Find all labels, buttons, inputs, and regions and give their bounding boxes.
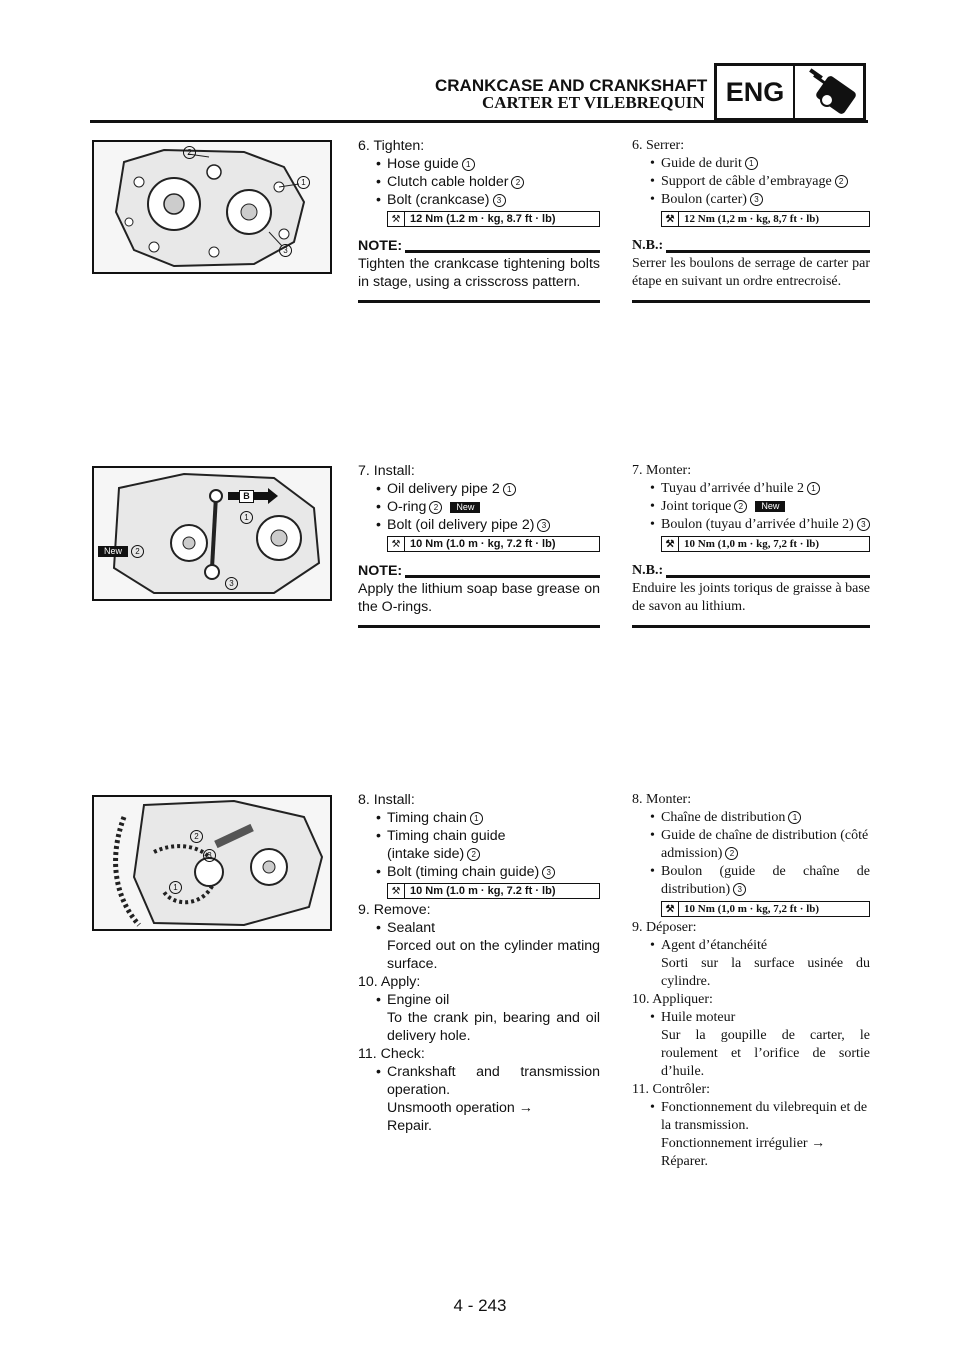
fr-step-8-item-2: • Guide de chaîne de distribution (côté admission) 2 [650,828,869,861]
en-step-7-title: 7. Install: [358,463,415,479]
figure2-callout-3: 3 [222,574,238,592]
engine-piston-icon [795,66,863,118]
fr-step-10-item: • Huile moteur [650,1010,736,1025]
en-step-8-torque-spec: ⚒ 10 Nm (1.0 m · kg, 7.2 ft · lb) [387,883,600,899]
en-step-7 [358,462,600,628]
en-step-9-title: 9. Remove: [358,902,431,918]
fr-step-7-note-text: Enduire les joints toriqus de graisse à base de savon au lithium. [632,581,870,614]
en-step-7-note-rule [358,625,600,628]
section-label: ENG [717,66,795,118]
en-step-10-title: 10. Apply: [358,974,421,990]
en-step-8-item-2-cont: (intake side) 2 [358,845,600,863]
page-number: 4 - 243 [453,1296,507,1315]
en-step-6-note-heading: NOTE: [358,237,600,255]
en-step-11-desc1: Unsmooth operation → [387,1100,533,1116]
fr-step-11-desc2: Réparer. [661,1154,709,1169]
en-step-10-desc: To the crank pin, bearing and oil delivery hole. [387,1010,600,1044]
fr-step-7-item-2: • Joint torique 2 New [632,498,870,516]
header-rule [90,120,868,123]
en-step-9-desc: Forced out on the cylinder mating surface. [387,938,600,972]
en-step-9-item: • Sealant [376,920,436,936]
fr-step-6-note-text: Serrer les boulons de serrage de carter par étape en suivant un ordre entrecroisé. [632,256,870,289]
fr-step-8-title: 8. Monter: [632,792,692,807]
en-step-11-title: 11. Check: [358,1046,425,1062]
en-step-6-note-rule [358,300,600,303]
fr-step-7-item-1: • Tuyau d’arrivée d’huile 2 1 [632,480,870,498]
figure3-callout-3: 3 [200,846,216,864]
fr-step-11-desc: Fonctionnement irrégulier → [661,1136,826,1151]
fr-step-6-item-2: • Support de câble d’embrayage 2 [632,173,870,191]
fr-step-9-desc: Sorti sur la surface usinée du cylindre. [661,956,870,989]
figure-crankcase-bolts [92,140,332,274]
header-title-en: CRANKCASE AND CRANKSHAFT [435,76,708,95]
en-step-10-item: • Engine oil [376,992,450,1008]
new-part-badge: New [755,501,785,512]
fr-step-7-note-heading: N.B.: [632,562,870,580]
wrench-icon: ⚒ [662,212,679,226]
fr-step-7 [632,462,870,628]
en-step-6-torque-spec: ⚒ 12 Nm (1.2 m · kg, 8.7 ft · lb) [387,211,600,227]
figure1-callout-2: 2 [180,146,196,159]
fr-step-6-item-1: • Guide de durit 1 [632,155,870,173]
header-title-fr: CARTER ET VILEBREQUIN [482,93,705,112]
figure3-callout-2: 2 [187,827,203,845]
figure3-callout-1: 1 [166,878,182,896]
figure2-new-callout: New 2 [98,542,144,560]
en-step-8-item-2: • Timing chain guide [376,828,506,844]
fr-step-10-desc: Sur la goupille de carter, le roulement et l’orifice de sortie d’huile. [661,1028,870,1079]
fr-step-6-note-rule [632,300,870,303]
fr-step-8-item-3: • Boulon (guide de chaîne de distribution) 3 [650,864,870,897]
fr-step-9-item: • Agent d’étanchéité [650,938,768,953]
section-badge [714,63,866,121]
fr-step-11-title: 11. Contrôler: [632,1082,711,1097]
fr-step-9-title: 9. Déposer: [632,920,697,935]
fr-step-6 [632,137,870,303]
wrench-icon: ⚒ [662,537,679,551]
fr-step-7-title: 7. Monter: [632,463,692,478]
fr-steps-8-11 [632,791,870,1171]
en-step-11-desc2: Repair. [387,1118,432,1134]
fr-step-6-torque-spec: ⚒ 12 Nm (1,2 m · kg, 8,7 ft · lb) [661,211,870,227]
wrench-icon: ⚒ [388,212,405,226]
figure1-callout-1: 1 [294,176,310,189]
en-step-6-note-text: Tighten the crankcase tightening bolts in stage, using a crisscross pattern. [358,256,600,290]
en-steps-8-11 [358,791,600,1135]
fr-step-7-torque-spec: ⚒ 10 Nm (1,0 m · kg, 7,2 ft · lb) [661,536,870,552]
figure2-callout-b: B [239,490,254,503]
fr-step-6-title: 6. Serrer: [632,138,685,153]
fr-step-6-item-3: • Boulon (carter) 3 [632,191,870,209]
en-step-8-item-3: • Bolt (timing chain guide) 3 [358,863,600,881]
new-part-badge: New [450,502,480,513]
wrench-icon: ⚒ [388,537,405,551]
en-step-7-item-1: • Oil delivery pipe 2 1 [358,480,600,498]
fr-step-11-item: • Fonctionnement du vilebrequin et de la transmission. [650,1100,868,1133]
en-step-11-item: • Crankshaft and transmission operation. [376,1064,600,1098]
wrench-icon: ⚒ [662,902,679,916]
fr-step-10-title: 10. Appliquer: [632,992,713,1007]
en-step-6-item-2: • Clutch cable holder 2 [358,173,600,191]
fr-step-7-item-3: • Boulon (tuyau d’arrivée d’huile 2) 3 [632,516,870,534]
fr-step-8-torque-spec: ⚒ 10 Nm (1,0 m · kg, 7,2 ft · lb) [661,901,870,917]
en-step-6-title: 6. Tighten: [358,138,425,154]
en-step-8-title: 8. Install: [358,792,415,808]
en-step-7-torque-spec: ⚒ 10 Nm (1.0 m · kg, 7.2 ft · lb) [387,536,600,552]
figure1-callout-3: 3 [276,244,292,257]
en-step-7-item-2: • O-ring 2 New [358,498,600,516]
fr-step-8-item-1: • Chaîne de distribution 1 [632,809,870,827]
figure2-callout-1: 1 [237,508,253,526]
en-step-7-item-3: • Bolt (oil delivery pipe 2) 3 [358,516,600,534]
en-step-6-item-1: • Hose guide 1 [358,155,600,173]
fr-step-7-note-rule [632,625,870,628]
fr-step-6-note-heading: N.B.: [632,237,870,255]
en-step-6 [358,137,600,303]
en-step-7-note-heading: NOTE: [358,562,600,580]
figure-oil-delivery-pipe [92,466,332,601]
en-step-7-note-text: Apply the lithium soap base grease on the O-rings. [358,581,600,615]
en-step-6-item-3: • Bolt (crankcase) 3 [358,191,600,209]
wrench-icon: ⚒ [388,884,405,898]
en-step-8-item-1: • Timing chain 1 [358,809,600,827]
